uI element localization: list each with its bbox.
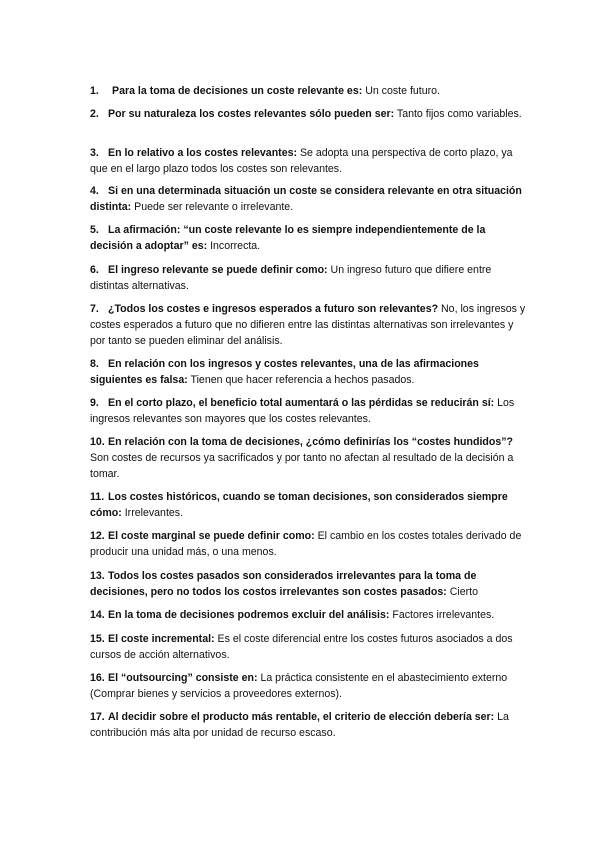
item-answer: Se adopta una perspectiva de corto plazo, ya que en el largo plazo todos los costes son relevantes. — [90, 147, 513, 175]
list-item — [90, 709, 530, 741]
list-item — [90, 489, 530, 521]
item-question: Todos los costes pasados son considerados irrelevantes para la toma de decisiones, pero no todos los costos irrelevantes son costes pasados: — [90, 570, 477, 598]
item-number: 1. — [90, 85, 99, 97]
item-number: 7. — [90, 303, 99, 315]
item-question: En lo relativo a los costes relevantes: — [108, 147, 298, 159]
item-number: 8. — [90, 358, 99, 370]
list-item — [90, 434, 530, 482]
list-item — [90, 222, 530, 254]
item-question: La afirmación: “un coste relevante lo es siempre independientemente de la decisión a adoptar” es: — [90, 224, 486, 252]
item-number: 13. — [90, 570, 105, 582]
item-answer: El cambio en los costes totales derivado de producir una unidad más, o una menos. — [90, 530, 522, 558]
item-answer: La práctica consistente en el abastecimiento externo (Comprar bienes y servicios a proveedores externos). — [90, 672, 508, 700]
list-item — [90, 395, 530, 427]
item-answer: No, los ingresos y costes esperados a futuro que no difieren entre las distintas alternativas son irrelevantes y por tanto se pueden eliminar del análisis. — [90, 303, 526, 347]
list-item — [90, 106, 530, 122]
item-number: 4. — [90, 185, 99, 197]
list-item — [90, 262, 530, 294]
item-question: El “outsourcing” consiste en: — [108, 672, 258, 684]
item-answer: Factores irrelevantes. — [389, 609, 495, 621]
item-number: 14. — [90, 609, 105, 621]
item-number: 6. — [90, 264, 99, 276]
item-number: 3. — [90, 147, 99, 159]
list-item — [90, 568, 530, 600]
item-number: 12. — [90, 530, 105, 542]
item-answer: Irrelevantes. — [121, 507, 184, 519]
item-question: Por su naturaleza los costes relevantes sólo pueden ser: — [108, 108, 395, 120]
list-item — [90, 301, 530, 349]
item-answer: Tanto fijos como variables. — [394, 108, 522, 120]
item-number: 16. — [90, 672, 105, 684]
item-question: Los costes históricos, cuando se toman decisiones, son considerados siempre cómo: — [90, 491, 508, 519]
item-question: En relación con la toma de decisiones, ¿cómo definirías los “costes hundidos”? — [108, 436, 514, 448]
item-number: 5. — [90, 224, 99, 236]
item-answer: Un coste futuro. — [362, 85, 440, 97]
item-question: El coste marginal se puede definir como: — [108, 530, 315, 542]
list-item — [90, 183, 530, 215]
item-answer: Puede ser relevante o irrelevante. — [131, 201, 294, 213]
list-item — [90, 145, 530, 177]
item-answer: Son costes de recursos ya sacrificados y por tanto no afectan al resultado de la decisión a tomar. — [90, 452, 514, 480]
item-answer: Los ingresos relevantes son mayores que los costes relevantes. — [90, 397, 515, 425]
list-item — [90, 631, 530, 663]
item-answer: La contribución más alta por unidad de recurso escaso. — [90, 711, 509, 739]
item-answer: Un ingreso futuro que difiere entre distintas alternativas. — [90, 264, 492, 292]
item-question: En el corto plazo, el beneficio total aumentará o las pérdidas se reducirán sí: — [108, 397, 495, 409]
item-number: 15. — [90, 633, 105, 645]
item-number: 17. — [90, 711, 105, 723]
item-number: 9. — [90, 397, 99, 409]
item-answer: Incorrecta. — [207, 240, 261, 252]
item-number: 11. — [90, 491, 105, 503]
item-question: En relación con los ingresos y costes relevantes, una de las afirmaciones siguientes es falsa: — [90, 358, 479, 386]
item-number: 10. — [90, 436, 105, 448]
item-number: 2. — [90, 108, 99, 120]
list-item — [90, 83, 530, 99]
item-answer: Cierto — [446, 586, 478, 598]
list-item — [90, 528, 530, 560]
list-item — [90, 607, 530, 623]
item-question: ¿Todos los costes e ingresos esperados a futuro son relevantes? — [108, 303, 439, 315]
item-question: Para la toma de decisiones un coste relevante es: — [112, 85, 363, 97]
item-question: El ingreso relevante se puede definir como: — [108, 264, 328, 276]
item-question: El coste incremental: — [108, 633, 215, 645]
item-question: Al decidir sobre el producto más rentable, el criterio de elección debería ser: — [108, 711, 495, 723]
list-item — [90, 356, 530, 388]
item-answer: Es el coste diferencial entre los costes futuros asociados a dos cursos de acción alternativos. — [90, 633, 513, 661]
item-question: En la toma de decisiones podremos excluir del análisis: — [108, 609, 390, 621]
item-answer: Tienen que hacer referencia a hechos pasados. — [187, 374, 415, 386]
item-question: Si en una determinada situación un coste se considera relevante en otra situación distinta: — [90, 185, 522, 213]
list-item — [90, 670, 530, 702]
